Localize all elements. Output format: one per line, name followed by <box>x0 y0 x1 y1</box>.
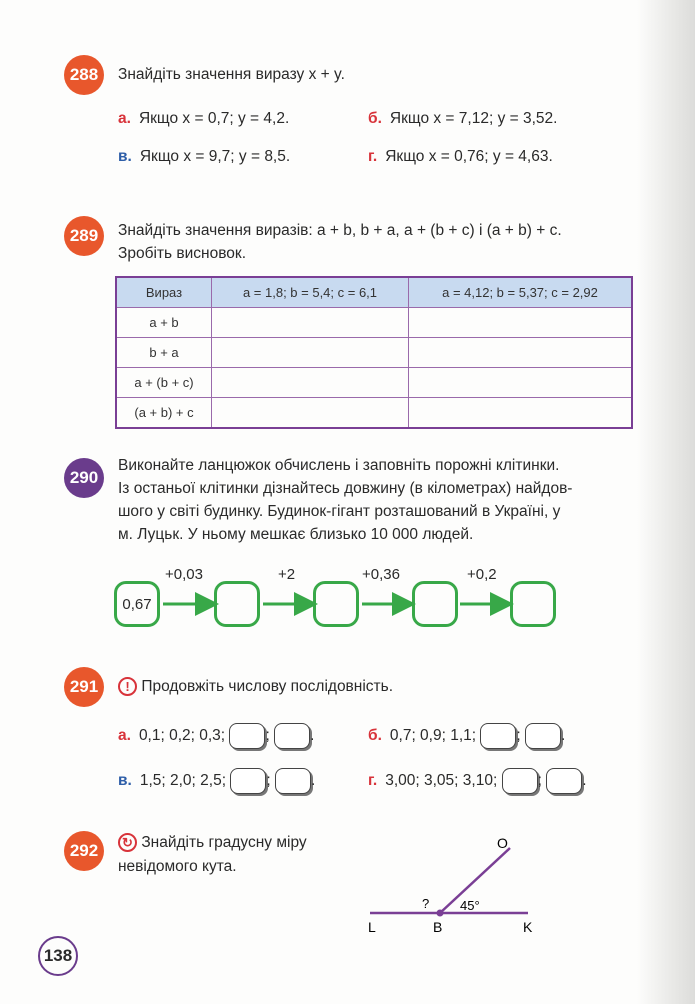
answer-box[interactable] <box>502 768 538 794</box>
item-label: б. <box>368 727 382 745</box>
end-mark: . <box>561 727 566 745</box>
paragraph-line: м. Луцьк. У ньому мешкає близько 10 000 людей. <box>118 526 474 543</box>
table-cell: (a + b) + c <box>116 398 212 429</box>
separator: ; <box>537 772 542 790</box>
item-text: Якщо x = 0,7; y = 4,2. <box>138 110 290 127</box>
answer-box[interactable] <box>230 768 266 794</box>
chain-start-cell: 0,67 <box>114 581 160 627</box>
answer-box[interactable] <box>546 768 582 794</box>
exercise-number-badge: 289 <box>64 216 104 256</box>
sequence-text: 0,1; 0,2; 0,3; <box>138 727 226 745</box>
chain-step-label: +0,2 <box>467 566 497 583</box>
exercise-number-badge: 292 <box>64 831 104 871</box>
item-label: г. <box>368 772 378 790</box>
table-header: a = 4,12; b = 5,37; c = 2,92 <box>409 277 633 308</box>
exercise-title <box>118 832 307 854</box>
item-label: г. <box>368 148 378 165</box>
answer-box[interactable] <box>275 768 311 794</box>
refresh-icon: ↻ <box>118 833 137 852</box>
chain-step-label: +2 <box>278 566 296 583</box>
empty-cell[interactable] <box>409 398 633 429</box>
paragraph-line: шого у світі будинку. Будинок-гігант розташований в Україні, у <box>118 503 561 520</box>
answer-box[interactable] <box>525 723 561 749</box>
list-item <box>118 768 315 794</box>
table-cell: b + a <box>116 338 212 368</box>
item-text: Якщо x = 0,76; y = 4,63. <box>385 148 553 165</box>
table-row <box>116 308 632 338</box>
sequence-text: 0,7; 0,9; 1,1; <box>389 727 477 745</box>
empty-cell[interactable] <box>409 338 633 368</box>
chain-empty-cell[interactable] <box>313 581 359 627</box>
separator: ; <box>265 727 270 745</box>
empty-cell[interactable] <box>409 308 633 338</box>
exercise-title: Знайдіть значення виразу x + y. <box>118 66 345 83</box>
end-mark: . <box>582 772 587 790</box>
list-item <box>118 723 314 749</box>
separator: ; <box>516 727 521 745</box>
empty-cell[interactable] <box>212 398 409 429</box>
exercise-number-badge: 288 <box>64 55 104 95</box>
table-row <box>116 398 632 429</box>
item-text: Якщо x = 9,7; y = 8,5. <box>139 148 291 165</box>
empty-cell[interactable] <box>212 308 409 338</box>
vertex-point <box>437 910 444 917</box>
end-mark: . <box>310 727 315 745</box>
table-row <box>116 338 632 368</box>
chain-empty-cell[interactable] <box>510 581 556 627</box>
exercise-number-badge: 291 <box>64 667 104 707</box>
point-label: O <box>497 835 508 851</box>
exercise-title: Знайдіть значення виразів: a + b, b + a, a + (b + c) і (a + b) + c. <box>118 222 562 239</box>
exercise-number-badge: 290 <box>64 458 104 498</box>
answer-box[interactable] <box>274 723 310 749</box>
sequence-text: 1,5; 2,0; 2,5; <box>139 772 227 790</box>
unknown-angle-label: ? <box>422 896 430 911</box>
angle-figure <box>360 830 560 940</box>
point-label: K <box>523 919 533 935</box>
table-header: Вираз <box>116 277 212 308</box>
answer-box[interactable] <box>480 723 516 749</box>
list-item <box>368 108 557 130</box>
item-label: в. <box>118 772 132 790</box>
answer-box[interactable] <box>229 723 265 749</box>
paragraph-line: Виконайте ланцюжок обчислень і заповніть порожні клітинки. <box>118 457 560 474</box>
item-text: Якщо x = 7,12; y = 3,52. <box>389 110 558 127</box>
exercise-subtitle: Зробіть висновок. <box>118 245 246 262</box>
table-header-row <box>116 277 632 308</box>
exclamation-icon: ! <box>118 677 137 696</box>
exercise-title-text: Знайдіть градусну міру <box>141 834 307 851</box>
chain-step-label: +0,36 <box>362 566 400 583</box>
page-edge-shadow <box>637 0 695 1004</box>
table-header: a = 1,8; b = 5,4; c = 6,1 <box>212 277 409 308</box>
exercise-title <box>118 676 393 698</box>
exercise-subtitle: невідомого кута. <box>118 858 237 875</box>
item-label: а. <box>118 727 131 745</box>
sequence-text: 3,00; 3,05; 3,10; <box>385 772 498 790</box>
item-label: б. <box>368 110 382 127</box>
list-item <box>368 768 587 794</box>
table-cell: a + b <box>116 308 212 338</box>
exercise-title-text: Продовжіть числову послідовність. <box>141 678 394 695</box>
list-item <box>368 723 565 749</box>
point-label: B <box>433 919 443 935</box>
list-item <box>118 146 290 168</box>
chain-step-label: +0,03 <box>165 566 203 583</box>
expressions-table <box>115 276 633 429</box>
item-label: а. <box>118 110 131 127</box>
table-cell: a + (b + c) <box>116 368 212 398</box>
page-number: 138 <box>38 936 78 976</box>
paragraph-line: Із останьої клітинки дізнайтесь довжину (в кілометрах) найдов- <box>118 480 573 497</box>
angle-label: 45° <box>460 898 480 913</box>
separator: ; <box>266 772 271 790</box>
empty-cell[interactable] <box>409 368 633 398</box>
table-row <box>116 368 632 398</box>
list-item <box>368 146 553 168</box>
end-mark: . <box>310 772 316 790</box>
point-label: L <box>368 919 376 935</box>
item-label: в. <box>118 148 132 165</box>
chain-empty-cell[interactable] <box>412 581 458 627</box>
empty-cell[interactable] <box>212 338 409 368</box>
list-item <box>118 108 289 130</box>
empty-cell[interactable] <box>212 368 409 398</box>
chain-empty-cell[interactable] <box>214 581 260 627</box>
